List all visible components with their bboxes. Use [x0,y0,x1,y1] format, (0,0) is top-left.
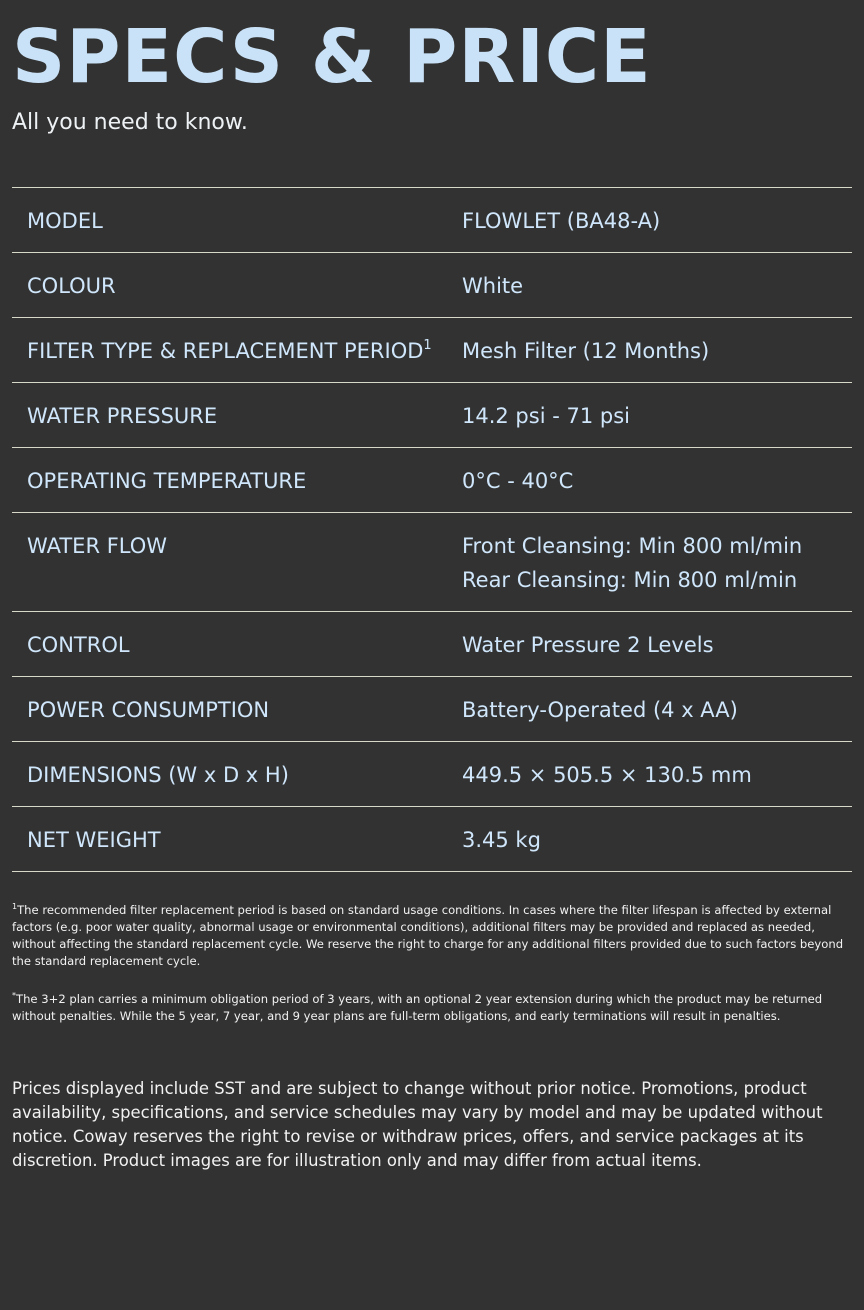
spec-row [12,807,852,872]
spec-value-line: White [462,274,524,298]
spec-label-text: DIMENSIONS (W x D x H) [27,763,289,787]
footnote-text: The 3+2 plan carries a minimum obligation period of 3 years, with an optional 2 year extension during which the product may be returned without penalties. While the 5 year, 7 year, and 9 year plans are full-term obligations, and early terminations will result in penalties. [12,992,823,1023]
spec-value-line: Rear Cleansing: Min 800 ml/min [462,568,798,592]
spec-value-line: Front Cleansing: Min 800 ml/min [462,534,803,558]
spec-value-line: Battery-Operated (4 x AA) [462,698,738,722]
specs-table [12,187,852,872]
spec-value-line: 0°C - 40°C [462,469,574,493]
spec-value-line: FLOWLET (BA48-A) [462,209,661,233]
footnote [12,902,852,970]
spec-value-line: Mesh Filter (12 Months) [462,339,710,363]
spec-label [12,612,462,676]
spec-value-line: 3.45 kg [462,828,541,852]
spec-label [12,383,462,447]
spec-row [12,742,852,807]
spec-row [12,253,852,318]
spec-value [462,253,852,317]
spec-label [12,807,462,871]
spec-label [12,188,462,252]
spec-value-line: 14.2 psi - 71 psi [462,404,630,428]
spec-value [462,612,852,676]
spec-value [462,677,852,741]
spec-row [12,677,852,742]
footnotes [12,902,852,1025]
spec-value [462,742,852,806]
spec-value-line: Water Pressure 2 Levels [462,633,714,657]
spec-label [12,253,462,317]
footnote [12,991,852,1025]
spec-label [12,677,462,741]
spec-value-line: 449.5 × 505.5 × 130.5 mm [462,763,752,787]
spec-value [462,318,852,382]
spec-label-text: COLOUR [27,274,116,298]
spec-row [12,318,852,383]
spec-row [12,612,852,677]
spec-label-text: WATER PRESSURE [27,404,218,428]
page-subtitle: All you need to know. [12,110,248,135]
spec-label-text: NET WEIGHT [27,828,161,852]
footnote-text: The recommended filter replacement period is based on standard usage conditions. In cases where the filter lifespan is affected by external factors (e.g. poor water quality, abnormal usage or environmental conditions), additional filters may be provided and replaced as needed, without affecting the standard replacement cycle. We reserve the right to charge for any additional filters provided due to such factors beyond the standard replacement cycle. [12,903,844,968]
spec-row [12,448,852,513]
footnote-mark: 1 [12,902,18,911]
price-disclaimer: Prices displayed include SST and are subject to change without prior notice. Promotions, product availability, specifications, and service schedules may vary by model and may be updated without notice. Coway reserves the right to revise or withdraw prices, offers, and service packages at its discretion. Product images are for illustration only and may differ from actual items. [12,1079,823,1170]
spec-row [12,188,852,253]
spec-value [462,383,852,447]
spec-label-text: CONTROL [27,633,130,657]
spec-value [462,807,852,871]
spec-label-text: POWER CONSUMPTION [27,698,270,722]
footnote-marker: 1 [423,338,432,353]
spec-row [12,383,852,448]
spec-row [12,513,852,612]
spec-value [462,513,852,611]
spec-value [462,188,852,252]
spec-label [12,448,462,512]
spec-label-text: OPERATING TEMPERATURE [27,469,307,493]
spec-label [12,318,462,382]
spec-label [12,742,462,806]
spec-label-text: FILTER TYPE & REPLACEMENT PERIOD [27,339,424,363]
spec-label [12,513,462,611]
footnote-mark: * [12,991,16,1000]
spec-value [462,448,852,512]
spec-label-text: MODEL [27,209,103,233]
page-title: SPECS & PRICE [12,14,652,100]
spec-label-text: WATER FLOW [27,534,168,558]
